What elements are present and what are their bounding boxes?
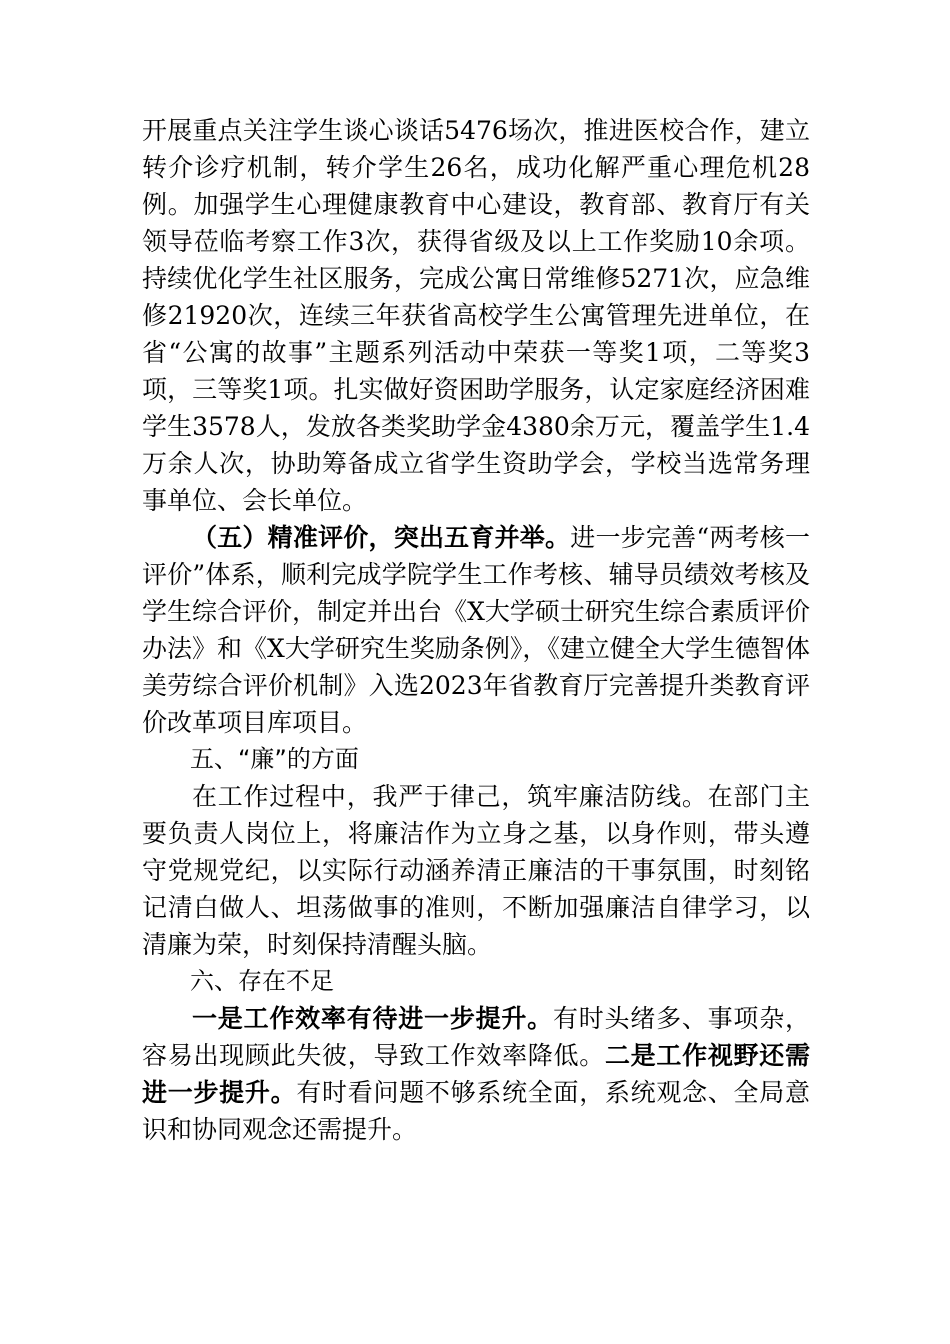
paragraph-student-services: 开展重点关注学生谈心谈话5476场次，推进医校合作，建立转介诊疗机制，转介学生26名，成功化解严重心理危机28例。加强学生心理健康教育中心建设，教育部、教育厅有关领导莅临考察工作3次，获得省级及以上工作奖励10余项。持续优化学生社区服务，完成公寓日常维修5271次，应急维修21920次，连续三年获省高校学生公寓管理先进单位，在省“公寓的故事”主题系列活动中荣获一等奖1项，二等奖3项，三等奖1项。扎实做好资困助学服务，认定家庭经济困难学生3578人，发放各类奖助学金4380余万元，覆盖学生1.4万余人次，协助筹备成立省学生资助学会，学校当选常务理事单位、会长单位。: [142, 116, 810, 515]
shortcoming-two-heading: 二是工作视野还需进一步提升。: [142, 1041, 810, 1107]
paragraph-evaluation-heading: （五）精准评价，突出五育并举。: [192, 523, 571, 552]
paragraph-evaluation-text: 进一步完善“两考核一评价”体系，顺利完成学院学生工作考核、辅导员绩效考核及学生综合评价，制定并出台《X大学硕士研究生综合素质评价办法》和《X大学研究生奖励条例》，《建立健全大学生德智体美劳综合评价机制》入选2023年省教育厅完善提升类教育评价改革项目库项目。: [142, 523, 810, 737]
section-heading-shortcomings: 六、存在不足: [190, 967, 334, 995]
shortcoming-one-text: 有时头绪多、事项杂，容易出现顾此失彼，导致工作效率降低。: [142, 1004, 810, 1070]
document-page: [142, 112, 810, 1148]
paragraph-evaluation: [142, 519, 810, 741]
shortcoming-two-text: 有时看问题不够系统全面，系统观念、全局意识和协同观念还需提升。: [142, 1078, 810, 1144]
paragraph-shortcomings: [142, 1000, 810, 1148]
section-heading-integrity: 五、“廉”的方面: [190, 745, 359, 773]
paragraph-integrity: 在工作过程中，我严于律己，筑牢廉洁防线。在部门主要负责人岗位上，将廉洁作为立身之基，以身作则，带头遵守党规党纪，以实际行动涵养清正廉洁的干事氛围，时刻铭记清白做人、坦荡做事的准则，不断加强廉洁自律学习，以清廉为荣，时刻保持清醒头脑。: [142, 782, 810, 959]
shortcoming-one-heading: 一是工作效率有待进一步提升。: [192, 1004, 553, 1033]
